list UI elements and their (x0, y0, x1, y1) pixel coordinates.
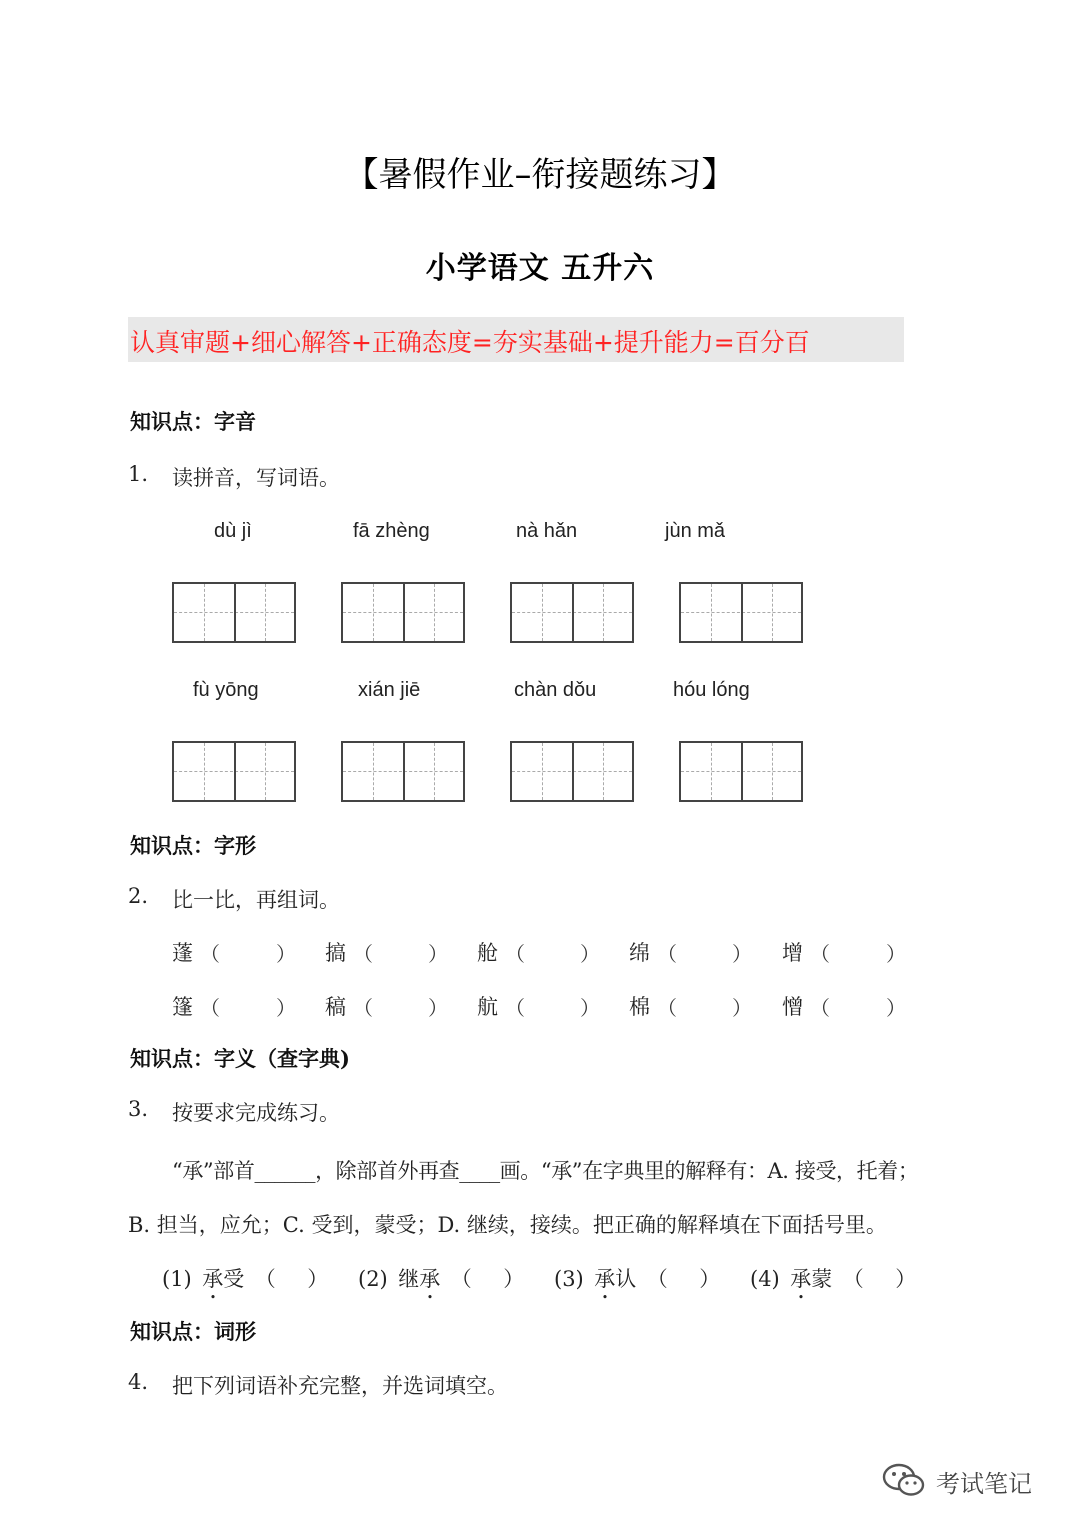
answer-paren-close: ） (580, 996, 600, 1020)
writing-grid[interactable] (679, 582, 803, 643)
compare-char: 稿 (325, 995, 346, 1019)
answer-paren-close: ） (732, 942, 752, 966)
pinyin-label: hóu lóng (673, 679, 750, 701)
meaning-item-1: (1) 承受 （ ） (162, 1267, 329, 1291)
compare-char: 篷 (172, 995, 193, 1019)
answer-paren-open: （ (657, 996, 677, 1020)
compare-char: 航 (477, 995, 498, 1019)
question-number: 2. (128, 884, 149, 908)
writing-grid[interactable] (679, 741, 803, 802)
compare-char: 舱 (477, 941, 498, 965)
pinyin-label: xián jiē (358, 679, 421, 701)
writing-grid[interactable] (172, 741, 296, 802)
question-text: 读拼音，写词语。 (172, 466, 340, 490)
question-text: 把下列词语补充完整，并选词填空。 (172, 1374, 508, 1398)
answer-paren-open: （ (657, 942, 677, 966)
compare-char: 搞 (325, 941, 346, 965)
section-label-pronunciation: 知识点：字音 (130, 409, 256, 434)
answer-paren-close: ） (732, 996, 752, 1020)
pinyin-label: jùn mǎ (665, 520, 726, 542)
pinyin-label: fā zhèng (353, 520, 430, 542)
question-text: 比一比，再组词。 (172, 888, 340, 912)
motto-banner (128, 317, 904, 362)
writing-grid[interactable] (341, 741, 465, 802)
pinyin-label: dù jì (214, 520, 252, 542)
watermark-text: 考试笔记 (936, 1470, 1032, 1498)
answer-paren-close: ） (428, 996, 448, 1020)
compare-char: 增 (782, 941, 803, 965)
section-label-word-form: 知识点：词形 (130, 1319, 256, 1344)
answer-paren-close: ） (886, 942, 906, 966)
meaning-item-2: (2) 继承 （ ） (358, 1267, 525, 1291)
compare-char: 蓬 (172, 941, 193, 965)
answer-paren-open: （ (810, 996, 830, 1020)
writing-grid[interactable] (510, 741, 634, 802)
question-number: 4. (128, 1370, 149, 1394)
answer-paren-close: ） (580, 942, 600, 966)
pinyin-label: chàn dǒu (514, 679, 597, 701)
page-title: 【暑假作业–衔接题练习】 (344, 155, 736, 195)
answer-paren-close: ） (428, 942, 448, 966)
question-number: 1. (128, 462, 149, 486)
pinyin-label: fù yōng (193, 679, 259, 701)
compare-char: 绵 (629, 941, 650, 965)
compare-char: 棉 (629, 995, 650, 1019)
answer-paren-open: （ (505, 996, 525, 1020)
pinyin-label: nà hǎn (516, 520, 578, 542)
section-label-meaning: 知识点：字义（查字典) (130, 1046, 350, 1071)
dictionary-line-1: “承”部首______，除部首外再查____画。“承”在字典里的解释有：A. 接受，托着； (172, 1159, 919, 1183)
answer-paren-close: ） (886, 996, 906, 1020)
answer-paren-close: ） (276, 942, 296, 966)
dictionary-line-2: B. 担当，应允；C. 受到，蒙受；D. 继续，接续。把正确的解释填在下面括号里。 (128, 1213, 887, 1237)
meaning-item-3: (3) 承认 （ ） (554, 1267, 721, 1291)
answer-paren-open: （ (505, 942, 525, 966)
answer-paren-close: ） (276, 996, 296, 1020)
answer-paren-open: （ (353, 996, 373, 1020)
page-subtitle: 小学语文 五升六 (425, 251, 655, 286)
answer-paren-open: （ (200, 942, 220, 966)
writing-grid[interactable] (341, 582, 465, 643)
answer-paren-open: （ (810, 942, 830, 966)
writing-grid[interactable] (172, 582, 296, 643)
question-number: 3. (128, 1097, 149, 1121)
answer-paren-open: （ (353, 942, 373, 966)
answer-paren-open: （ (200, 996, 220, 1020)
section-label-glyph: 知识点：字形 (130, 833, 256, 858)
motto-text: 认真审题+细心解答+正确态度=夯实基础+提升能力=百分百 (130, 328, 810, 357)
question-text: 按要求完成练习。 (172, 1101, 340, 1125)
compare-char: 憎 (782, 995, 803, 1019)
writing-grid[interactable] (510, 582, 634, 643)
wechat-icon (880, 1462, 928, 1502)
meaning-item-4: (4) 承蒙 （ ） (750, 1267, 917, 1291)
